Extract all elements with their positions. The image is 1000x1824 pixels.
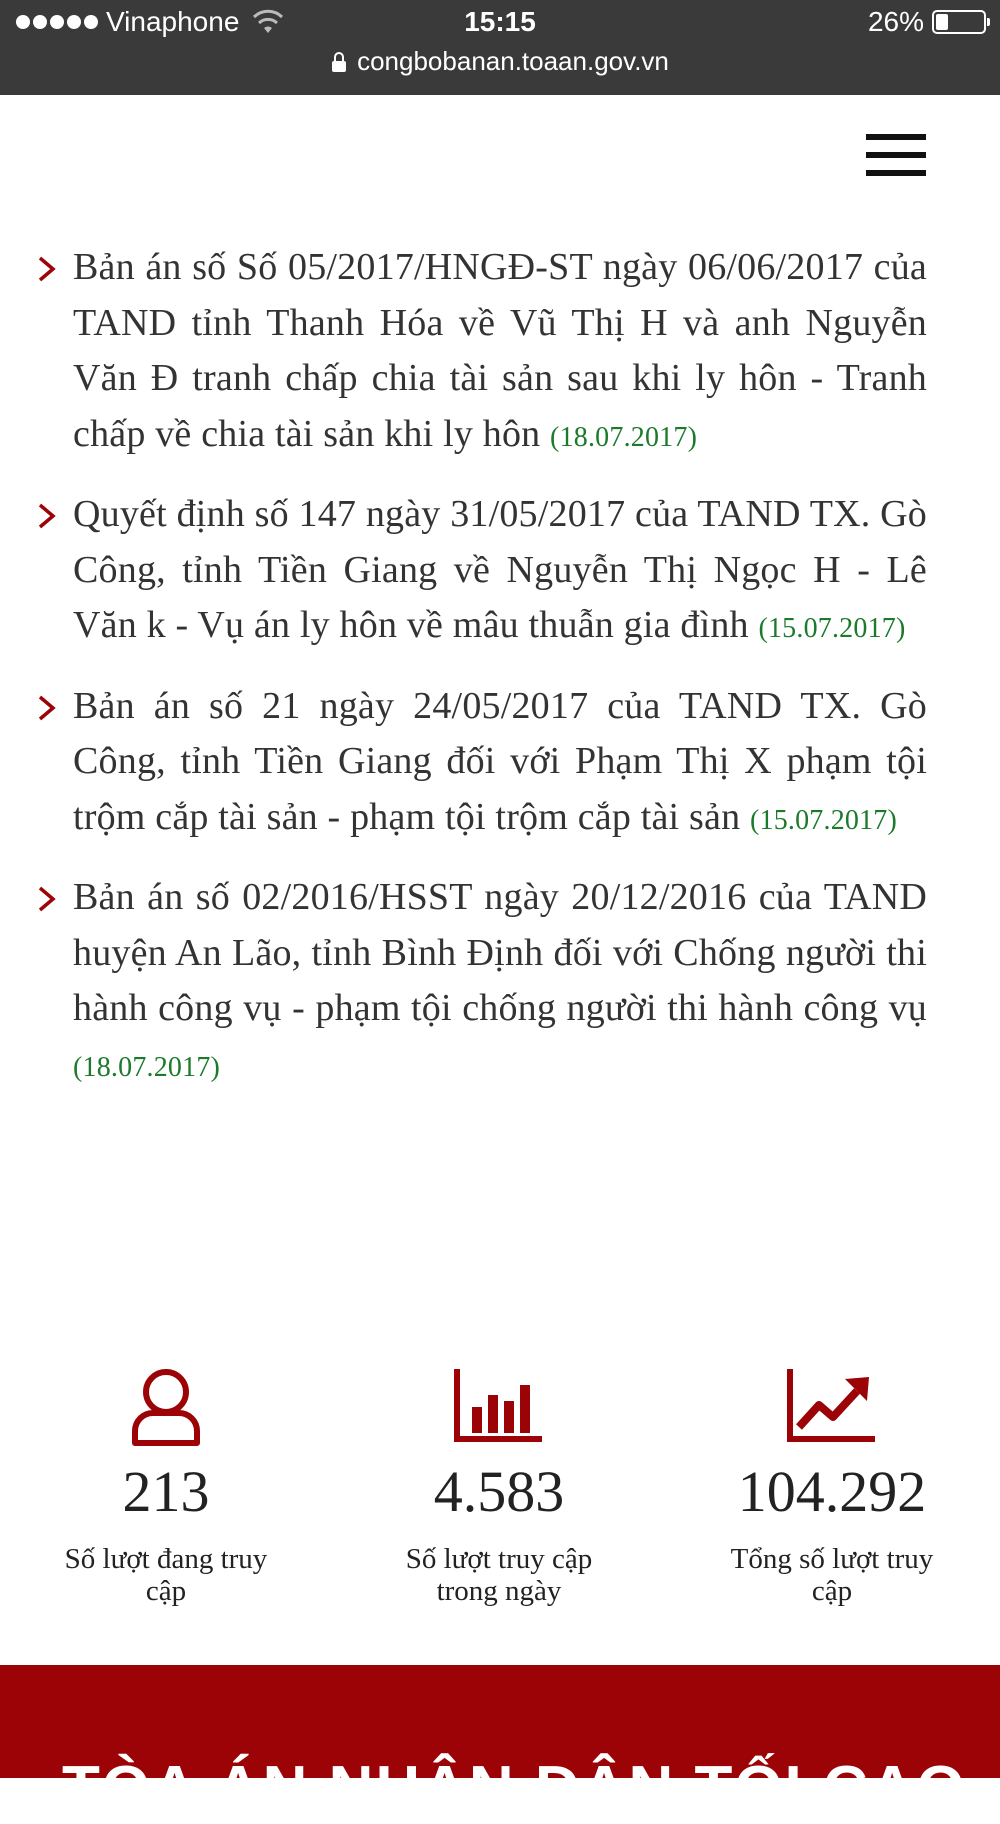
news-date: (15.07.2017) — [749, 804, 898, 836]
list-item — [0, 679, 1000, 849]
bar-chart-icon — [454, 1365, 544, 1445]
stat-value: 213 — [122, 1459, 210, 1524]
battery-status — [868, 6, 986, 38]
stat-daily-visits — [339, 1365, 659, 1607]
browser-status-bar — [0, 0, 1000, 95]
stat-value: 104.292 — [737, 1459, 927, 1524]
list-item — [0, 487, 1000, 657]
footer-title: TÒA ÁN NHÂN DÂN TỐI CAO — [62, 1754, 967, 1823]
site-footer — [0, 1665, 1000, 1823]
news-link[interactable]: Bản án số 21 ngày 24/05/2017 của TAND TX. Gò Công, tỉnh Tiền Giang đối với Phạm Thị X phạm tội trộm cắp tài sản - phạm tội trộm cắp tài sản — [73, 684, 927, 838]
chevron-right-icon — [36, 695, 58, 721]
battery-icon — [932, 10, 986, 34]
stat-online-visitors — [6, 1365, 326, 1607]
news-date: (18.07.2017) — [550, 421, 698, 453]
news-link[interactable]: Quyết định số 147 ngày 31/05/2017 của TAND TX. Gò Công, tỉnh Tiền Giang về Nguyễn Thị Ngọc H - Lê Văn k - Vụ án ly hôn về mâu thuẫn gia đình — [73, 493, 927, 646]
user-icon — [121, 1365, 211, 1445]
chevron-right-icon — [36, 256, 58, 282]
chevron-right-icon — [36, 886, 58, 912]
stat-label: Tổng số lượt truy cập — [730, 1543, 934, 1607]
carrier-name: Vinaphone — [106, 6, 240, 37]
news-date: (18.07.2017) — [73, 1051, 221, 1083]
battery-percent: 26% — [867, 6, 924, 37]
news-date: (15.07.2017) — [758, 613, 906, 644]
news-link[interactable]: Bản án số 02/2016/HSST ngày 20/12/2016 của TAND huyện An Lão, tỉnh Bình Định đối với Chống người thi hành công vụ - phạm tội chống người thi hành công vụ — [73, 876, 927, 1029]
clock: 15:15 — [464, 6, 536, 37]
chevron-right-icon — [36, 503, 58, 529]
stat-label: Số lượt đang truy cập — [64, 1543, 268, 1607]
news-list — [0, 240, 1000, 1117]
news-link[interactable]: Bản án số Số 05/2017/HNGĐ-ST ngày 06/06/2017 của TAND tỉnh Thanh Hóa về Vũ Thị H và anh Nguyễn Văn Đ tranh chấp chia tài sản sau khi ly hôn - Tranh chấp về chia tài sản khi ly hôn — [73, 246, 927, 455]
visitor-stats — [0, 1365, 1000, 1635]
list-item — [0, 240, 1000, 465]
stat-value: 4.583 — [433, 1459, 565, 1524]
list-item — [0, 870, 1000, 1095]
stat-total-visits — [672, 1365, 992, 1607]
trend-up-icon — [787, 1365, 877, 1445]
address-bar[interactable] — [0, 46, 1000, 77]
url-text: congbobanan.toaan.gov.vn — [357, 46, 669, 76]
lock-icon — [331, 51, 347, 73]
stat-label: Số lượt truy cập trong ngày — [405, 1543, 593, 1607]
hamburger-menu-icon[interactable] — [866, 134, 926, 176]
